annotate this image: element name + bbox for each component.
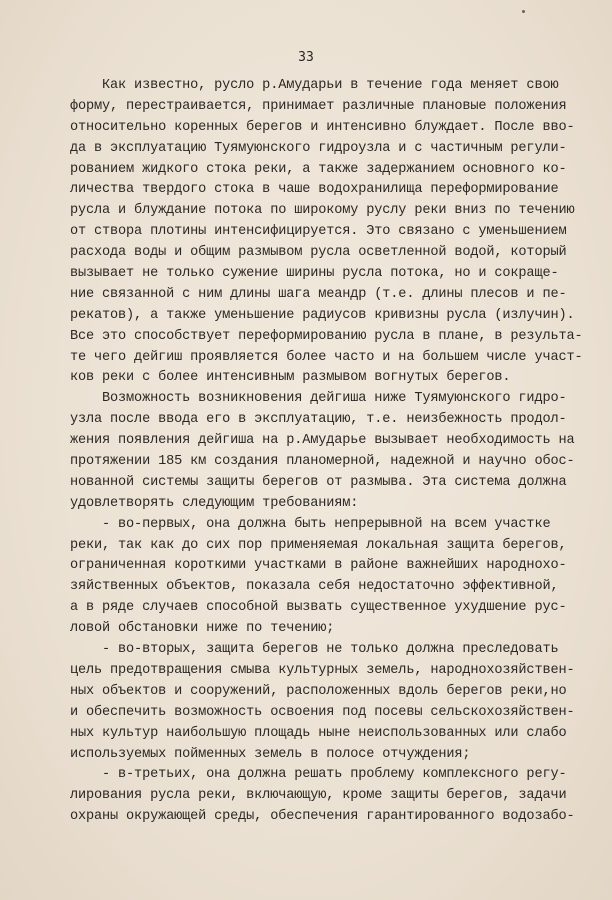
text-line: ков реки с более интенсивным размывом вогнутых берегов. [70, 370, 511, 386]
text-line: да в эксплуатацию Туямуюнского гидроузла и с частичным регули- [70, 140, 567, 156]
text-line: цель предотвращения смыва культурных земель, народнохозяйствен- [70, 662, 575, 678]
text-line: Возможность возникновения дейгиша ниже Туямуюнского гидро- [70, 391, 567, 407]
text-line: - во-вторых, защита берегов не только должна преследовать [70, 642, 559, 658]
paper-speck [522, 10, 525, 13]
text-line: русла и блуждание потока по широкому руслу реки вниз по течению [70, 203, 575, 219]
text-line: ние связанной с ним длины шага меандр (т.е. длины плесов и пе- [70, 286, 567, 302]
text-line: реки, так как до сих пор применяемая локальная защита берегов, [70, 537, 567, 553]
text-line: ных объектов и сооружений, расположенных вдоль берегов реки,но [70, 683, 567, 699]
text-line: расхода воды и общим размывом русла осветленной водой, который [70, 245, 567, 261]
text-line: ловой обстановки ниже по течению; [70, 621, 335, 637]
body-text [70, 76, 590, 828]
text-line: и обеспечить возможность освоения под посевы сельскохозяйствен- [70, 704, 575, 720]
text-line: вызывает не только сужение ширины русла потока, но и сокраще- [70, 266, 559, 282]
text-line: протяжении 185 км создания планомерной, надежной и научно обос- [70, 454, 575, 470]
text-line: зяйственных объектов, показала себя недостаточно эффективной, [70, 579, 559, 595]
text-line: а в ряде случаев способной вызвать существенное ухудшение рус- [70, 600, 567, 616]
text-line: - в-третьих, она должна решать проблему комплексного регу- [70, 767, 567, 783]
text-line: от створа плотины интенсифицируется. Это связано с уменьшением [70, 224, 567, 240]
text-line: - во-первых, она должна быть непрерывной на всем участке [70, 516, 551, 532]
text-line: жения появления дейгиша на р.Амударье вызывает необходимость на [70, 433, 575, 449]
text-line: используемых пойменных земель в полосе отчуждения; [70, 746, 471, 762]
text-line: относительно коренных берегов и интенсивно блуждает. После вво- [70, 119, 575, 135]
page-number: 33 [298, 50, 314, 65]
text-line: рованием жидкого стока реки, а также задержанием основного ко- [70, 161, 567, 177]
text-line: форму, перестраивается, принимает различные плановые положения [70, 98, 567, 114]
text-line: ных культур наибольшую площадь ныне неиспользованных или слабо [70, 725, 567, 741]
text-line: лирования русла реки, включающую, кроме защиты берегов, задачи [70, 788, 567, 804]
text-line: Как известно, русло р.Амударьи в течение года меняет свою [70, 78, 559, 93]
text-line: узла после ввода его в эксплуатацию, т.е. неизбежность продол- [70, 412, 567, 428]
text-line: Все это способствует переформированию русла в плане, в результа- [70, 328, 583, 344]
text-line: рекатов), а также уменьшение радиусов кривизны русла (излучин). [70, 307, 575, 323]
text-line: личества твердого стока в чаше водохранилища переформирование [70, 182, 559, 198]
text-line: нованной системы защиты берегов от размыва. Эта система должна [70, 474, 567, 490]
text-line: охраны окружающей среды, обеспечения гарантированного водозабо- [70, 809, 575, 825]
text-line: удовлетворять следующим требованиям: [70, 495, 359, 511]
text-line: те чего дейгиш проявляется более часто и на большем числе участ- [70, 349, 583, 365]
text-line: ограниченная короткими участками в районе важнейших народнохо- [70, 558, 567, 574]
